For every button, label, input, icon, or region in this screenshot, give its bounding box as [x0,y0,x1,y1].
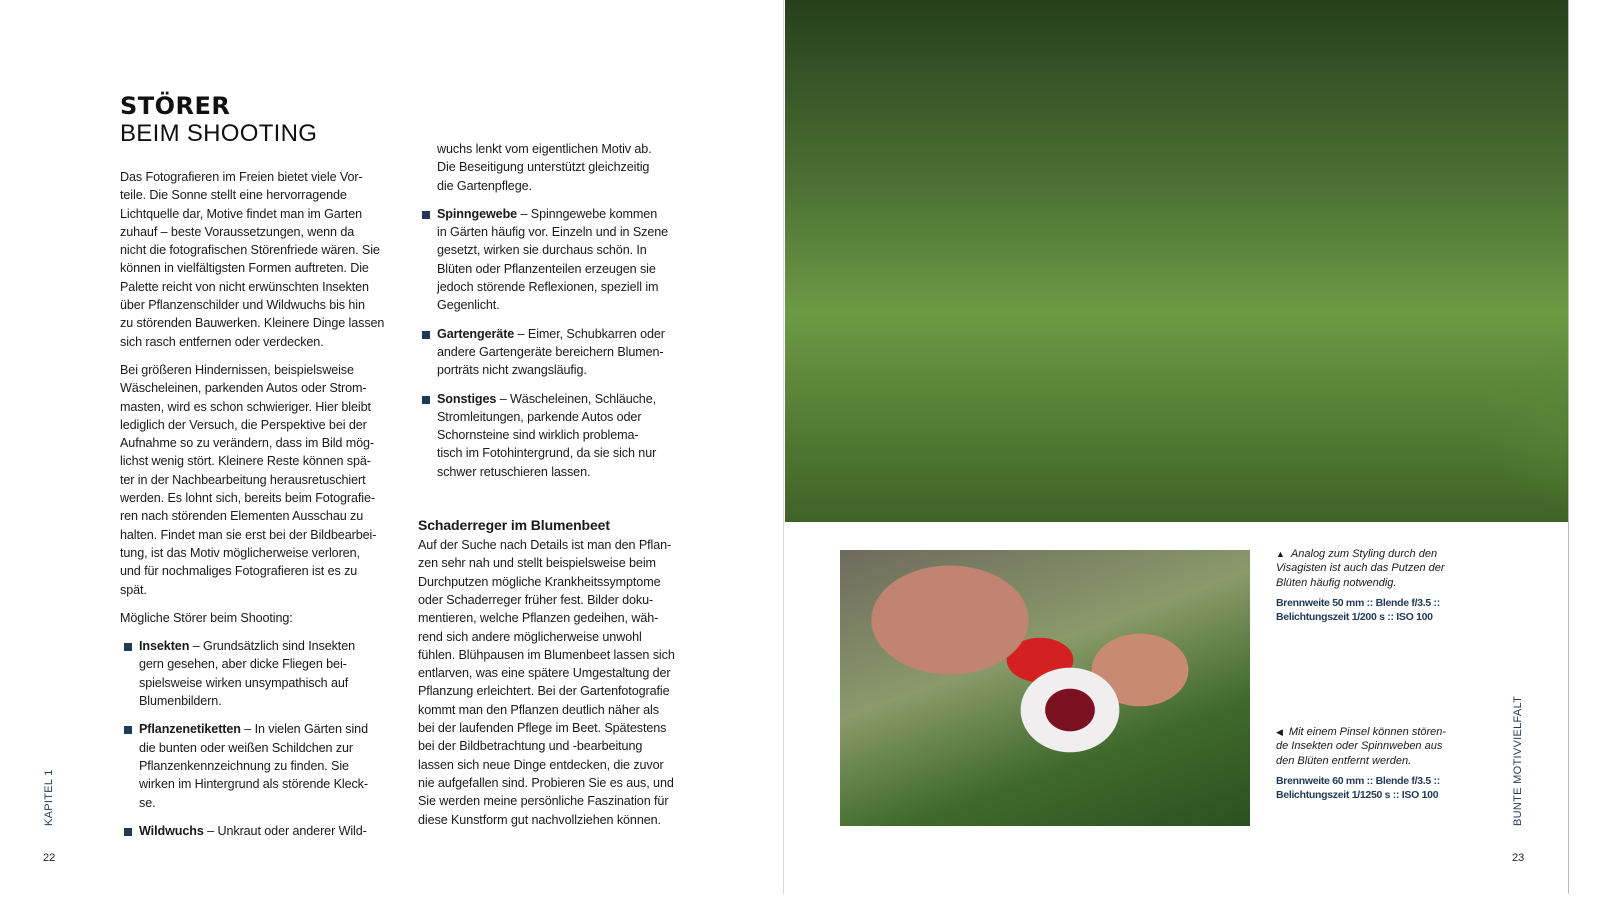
text-line [437,296,688,314]
text-line: ter in der Nachbearbeitung herausretuschiert [120,472,366,487]
list-item-text: Gegenlicht. [437,298,500,313]
left-page [0,0,784,894]
text-line [139,794,390,812]
text-line: fühlen. Blühpausen im Blumenbeet lassen sich [418,647,675,662]
text-line: Auf der Suche nach Details ist man den Pflan- [418,538,672,553]
text-line: zen sehr nah und stellt beispielsweise beim [418,556,656,571]
text-line: Durchputzen mögliche Krankheitssymptome [418,574,661,589]
list-item-term: Pflanzenetiketten [139,722,241,737]
paragraph [418,140,688,195]
list-item-text: Schornsteine sind wirklich problema- [437,428,639,443]
text-line: mentieren, welche Pflanzen gedeihen, wäh- [418,611,659,626]
text-line [139,674,390,692]
text-line [437,325,688,343]
bullet-square-icon [422,331,430,339]
list-item [120,822,390,840]
text-line: zu störenden Bauwerken. Kleinere Dinge lassen [120,316,385,331]
caption-text [1276,547,1476,590]
text-line: Brennweite 60 mm :: Blende f/3.5 :: [1276,774,1440,787]
text-line: nie aufgefallen sind. Probieren Sie es aus, und [418,775,674,790]
list-item-text: spielsweise wirken unsympathisch auf [139,675,349,690]
text-line: kommt man den Pflanzen deutlich näher als [418,702,659,717]
list-item-term: Insekten [139,639,190,654]
list-item-text: gesetzt, wirken sie durchaus schön. In [437,243,647,258]
text-line: Belichtungszeit 1/200 s :: ISO 100 [1276,611,1433,624]
page-subtitle: BEIM SHOOTING [120,120,318,147]
list-item [418,325,688,380]
list-item-term: Wildwuchs [139,823,204,838]
text-line [437,223,688,241]
list-item-text: tisch im Fotohintergrund, da sie sich nur [437,446,657,461]
caption-line: den Blüten entfernt werden. [1276,754,1412,767]
text-line [437,444,688,462]
list-item-text: Blüten oder Pflanzenteilen erzeugen sie [437,261,656,276]
caption-line: Mit einem Pinsel können stören- [1288,726,1447,738]
caption-line: Visagisten ist auch das Putzen der [1276,562,1445,575]
list-item-text: – Spinngewebe kommen [517,206,658,221]
text-line: lichst wenig stört. Kleinere Reste können spä- [120,454,371,469]
text-line [437,463,688,481]
text-line: Das Fotografieren im Freien bietet viele Vor- [120,170,363,184]
text-line: halten. Findet man sie erst bei der Bildbearbei- [120,527,377,542]
list-item-term: Sonstiges [437,391,497,406]
page-number-left: 22 [43,852,56,864]
text-line: Mögliche Störer beim Shooting: [120,610,293,625]
text-line [139,655,390,673]
text-line [437,343,688,361]
bullet-square-icon [124,828,132,836]
text-line [139,822,390,840]
text-line [437,361,688,379]
bullet-square-icon [422,396,430,404]
bullet-square-icon [422,211,430,219]
text-line: zuhauf – beste Voraussetzungen, wenn da [120,224,355,239]
text-line [437,260,688,278]
text-line: Belichtungszeit 1/1250 s :: ISO 100 [1276,789,1439,802]
text-line [1276,739,1476,753]
paragraph [120,361,390,599]
list-item-text: Pflanzenkennzeichnung zu finden. Sie [139,758,349,773]
list-item-text: porträts nicht zwangsläufig. [437,363,587,378]
text-line: Pflanzung erleichtert. Bei der Gartenfotografie [418,684,670,699]
bullet-square-icon [124,643,132,651]
text-line: die Gartenpflege. [437,178,532,193]
text-line [139,720,390,738]
arrow-left-icon: ◀ [1276,727,1283,737]
page-number-right: 23 [1512,852,1525,864]
caption-detail-photo [1276,725,1476,802]
list-item-text: jedoch störende Reflexionen, speziell im [437,280,659,295]
text-line [437,426,688,444]
text-line: Brennweite 50 mm :: Blende f/3.5 :: [1276,596,1440,609]
text-line: masten, wird es schon schwieriger. Hier bleibt [120,399,371,414]
paragraph [418,536,688,829]
list-item-text: – In vielen Gärten sind [240,722,368,737]
text-line: sich rasch entfernen oder verdecken. [120,334,324,349]
list-item [120,720,390,811]
list-item-text: in Gärten häufig vor. Einzeln und in Szene [437,225,669,240]
text-line [1276,561,1476,575]
text-column-1 [120,168,390,850]
list-item-text: die bunten oder weißen Schildchen zur [139,740,354,755]
text-line: Bei größeren Hindernissen, beispielsweise [120,362,354,377]
text-line: Aufnahme so zu verändern, dass im Bild mög- [120,436,374,451]
text-line: können in vielfältigsten Formen auftreten. Die [120,261,369,276]
list-item-text: – Eimer, Schubkarren oder [514,326,665,341]
list-item-text: se. [139,795,156,810]
text-line [139,757,390,775]
photo-photographer-brushing-flowers [785,0,1568,522]
list-item-text: wirken im Hintergrund als störende Kleck- [139,777,368,792]
list-item-text: – Grundsätzlich sind Insekten [189,639,356,654]
text-line [139,637,390,655]
text-line [139,739,390,757]
paragraph [120,168,390,351]
text-line [1276,547,1476,561]
text-line [437,390,688,408]
text-line: Die Beseitigung unterstützt gleichzeitig [437,160,650,175]
list-item-term: Gartengeräte [437,326,515,341]
list-item [418,390,688,481]
text-line [437,408,688,426]
text-line [1276,725,1476,739]
arrow-up-icon: ▲ [1276,549,1285,559]
text-line [437,241,688,259]
text-line: und für nochmaliges Fotografieren ist es zu [120,564,358,579]
list-item [120,637,390,710]
caption-line: Blüten häufig notwendig. [1276,576,1397,589]
photo-hands-cleaning-blossom [840,550,1250,826]
text-line [139,692,390,710]
text-line: entlarven, was eine spätere Umgestaltung der [418,666,671,681]
text-line: über Pflanzenschilder und Wildwuchs bis hin [120,298,365,313]
list-item-text: gern gesehen, aber dicke Fliegen bei- [139,657,347,672]
text-line: lassen sich neue Dinge entdecken, die zuvor [418,757,664,772]
caption-text [1276,725,1476,768]
list-item-text: schwer retuschieren lassen. [437,464,591,479]
text-line: oder Schaderreger früher fest. Bilder doku- [418,592,654,607]
text-line: Sie werden meine persönliche Faszination für [418,794,669,809]
section-heading: Schaderreger im Blumenbeet [418,517,610,534]
text-line: werden. Es lohnt sich, bereits beim Fotografie- [120,491,375,506]
text-line: Wäscheleinen, parkenden Autos oder Strom- [120,381,367,396]
list-item-text: Blumenbildern. [139,694,222,709]
caption-top-photo [1276,547,1476,624]
text-line: wuchs lenkt vom eigentlichen Motiv ab. [437,142,652,156]
list-item [418,205,688,315]
list-item-text: – Unkraut oder anderer Wild- [203,823,367,838]
text-line: nicht die fotografischen Störenfriede wären. Sie [120,243,380,258]
text-line: Lichtquelle dar, Motive findet man im Garten [120,206,363,221]
text-line: bei der Bildbetrachtung und -bearbeitung [418,739,643,754]
camera-settings [1276,596,1476,625]
paragraph [120,609,390,627]
text-line: bei der laufenden Pflege im Beet. Spätestens [418,721,667,736]
text-line: rend sich andere möglicherweise unwohl [418,629,642,644]
text-line [437,278,688,296]
text-line: Palette reicht von nicht erwünschten Insekten [120,279,369,294]
text-line: lediglich der Versuch, die Perspektive bei der [120,417,367,432]
section-label: BUNTE MOTIVVIELFALT [1512,695,1524,826]
text-line [437,205,688,223]
list-item-term: Spinngewebe [437,206,518,221]
bullet-square-icon [124,726,132,734]
list-item-text: andere Gartengeräte bereichern Blumen- [437,344,664,359]
text-column-2 [418,140,688,829]
caption-line: de Insekten oder Spinnweben aus [1276,740,1443,753]
text-line: spät. [120,582,147,597]
chapter-label: KAPITEL 1 [43,769,55,826]
text-line: tung, ist das Motiv möglicherweise verloren, [120,545,360,560]
list-item-text: Stromleitungen, parkende Autos oder [437,409,642,424]
text-line [139,775,390,793]
text-line [1276,754,1476,768]
page-title: STÖRER [120,92,231,120]
list-item-text: – Wäscheleinen, Schläuche, [496,391,657,406]
text-line [1276,576,1476,590]
camera-settings [1276,774,1476,803]
text-line: ren nach störenden Elementen Ausschau zu [120,509,364,524]
text-line: teile. Die Sonne stellt eine hervorragende [120,188,347,203]
caption-line: Analog zum Styling durch den [1290,548,1438,560]
text-line: diese Kunstform gut nachvollziehen können. [418,812,661,827]
